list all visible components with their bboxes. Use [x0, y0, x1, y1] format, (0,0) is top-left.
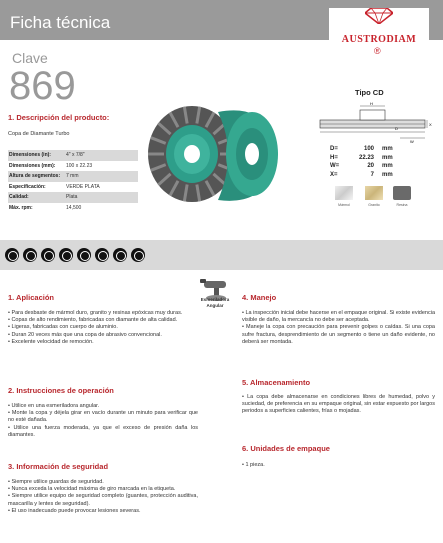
paragraph-line: • Utilice en una esmeriladora angular.	[8, 403, 100, 409]
spec-value: 7 mm	[66, 173, 79, 180]
dimension-value: 22.23	[358, 154, 374, 161]
description-title: 1. Descripción del producto:	[8, 113, 110, 122]
spec-table	[8, 150, 138, 213]
no-wet-icon	[77, 248, 91, 262]
dimension-row	[330, 154, 415, 163]
spec-key: Especificación:	[9, 183, 46, 190]
paragraph-line: • Utilice una fuerza moderada, ya que el exceso de presión daña los diamantes.	[8, 424, 198, 438]
paragraph-line: • Siempre utilice guardas de seguridad.	[8, 479, 104, 485]
paragraph-line: • 1 pieza.	[242, 462, 265, 468]
granite-swatch-icon	[365, 186, 383, 200]
diamond-logo-icon	[365, 8, 393, 24]
spec-key: Dimensiones (mm):	[9, 162, 56, 169]
material-label: Mármol	[338, 203, 350, 207]
spec-value: VERDE PLATA	[66, 183, 100, 190]
spec-value: 14,500	[66, 204, 82, 211]
paragraph-line: • Monte la copa y déjela girar en vacío durante un minuto para verificar que no esté dañada.	[8, 410, 198, 424]
dimension-unit: mm	[382, 146, 393, 153]
paragraph-line: • Para desbaste de mármol duro, granito y resinas epóxicas muy duras.	[8, 310, 183, 316]
gloves-icon	[59, 248, 73, 262]
spec-row	[8, 161, 138, 172]
spec-row	[8, 182, 138, 193]
paragraph-line: • La inspección inicial debe hacerse en el empaque original. Si existe evidencia visible de daño, la mercancía no debe ser aceptada.	[242, 310, 436, 324]
grinder-label-line1: Esmeriladora	[200, 297, 230, 302]
diagram-label-h: H	[370, 101, 373, 106]
paragraph-line: • Copas de alto rendimiento, fabricadas con diamante de alta calidad.	[8, 317, 178, 324]
section-title-almacenamiento: 5. Almacenamiento	[242, 378, 311, 387]
spec-key: Altura de segmentos:	[9, 173, 61, 180]
mask-icon	[41, 248, 55, 262]
spec-value: 4" x 7/8"	[66, 152, 85, 159]
paragraph-line: • Nunca exceda la velocidad máxima de giro marcada en la etiqueta.	[8, 486, 176, 493]
brand-logo	[329, 8, 429, 58]
dimension-row	[330, 145, 415, 154]
spec-value: Plata	[66, 194, 78, 201]
paragraph-line: • Maneje la copa con precaución para prevenir golpes o caídas. Si una copa sufre fractura, desprendimiento de un segmento o tiene un daño evidente, no deberá ser montada.	[242, 324, 435, 345]
spec-row	[8, 171, 138, 182]
materials-list	[333, 186, 433, 218]
section-body-aplicacion	[8, 310, 198, 346]
dimension-key: X=	[330, 171, 338, 178]
section-title-manejo: 4. Manejo	[242, 293, 277, 302]
safety-icons	[5, 248, 145, 262]
clave-label: Clave	[12, 50, 48, 66]
read-manual-icon	[131, 248, 145, 262]
grinder-label	[190, 297, 240, 308]
section-body-empaque	[242, 462, 435, 469]
section-body-manejo	[242, 310, 435, 346]
spec-value: 100 x 22.23	[66, 162, 93, 169]
dimension-row	[330, 162, 415, 171]
dimension-value: 7	[370, 171, 374, 178]
marble-swatch-icon	[335, 186, 353, 200]
diagram-label-x: X	[429, 122, 432, 127]
section-title-instrucciones: 2. Instrucciones de operación	[8, 386, 114, 395]
diamond-cup-wheel-image	[140, 92, 285, 217]
dimension-key: W=	[330, 163, 340, 170]
registered-mark: ®	[374, 46, 381, 56]
tipo-title: Tipo CD	[355, 88, 384, 97]
paragraph-line: • Excelente velocidad de remoción.	[8, 338, 94, 345]
ear-protection-icon	[23, 248, 37, 262]
spec-row	[8, 150, 138, 161]
paragraph-line: • Duran 20 veces más que una copa de abrasivo convencional.	[8, 331, 162, 338]
paragraph-line: • La copa debe almacenarse en condiciones libres de humedad, polvo y suciedad, de preferencia en su empaque original, sin estar expuesto por largos periodos a superficies calientes, frías o mojadas.	[242, 394, 435, 415]
spec-key: Máx. rpm:	[9, 204, 33, 211]
dimension-value: 100	[363, 146, 374, 153]
page-title: Ficha técnica	[10, 13, 111, 32]
resin-swatch-icon	[393, 186, 411, 200]
dimension-key: D=	[330, 146, 338, 153]
section-body-seguridad	[8, 479, 198, 515]
paragraph-line: • El uso inadecuado puede provocar lesiones severas.	[8, 507, 141, 514]
section-title-seguridad: 3. Información de seguridad	[8, 462, 109, 471]
dimension-unit: mm	[382, 154, 393, 161]
dimension-value: 20	[367, 163, 374, 170]
spec-row	[8, 192, 138, 203]
material-label: Granito	[368, 203, 380, 207]
diagram-label-d: D	[395, 126, 398, 131]
section-title-empaque: 6. Unidades de empaque	[242, 444, 330, 453]
spec-row	[8, 203, 138, 214]
grinder-label-line2: Angular	[206, 302, 224, 308]
material-label: Resina	[396, 203, 408, 207]
spec-key: Dimensiones (in):	[9, 152, 51, 159]
dimension-unit: mm	[382, 171, 393, 178]
no-hand-hold-icon	[113, 248, 127, 262]
brand-name: AUSTRODIAM	[341, 34, 417, 45]
dimension-key: H=	[330, 154, 338, 161]
description-text: Copa de Diamante Turbo	[8, 131, 70, 137]
paragraph-line: • Ligeras, fabricadas con cuerpo de aluminio.	[8, 324, 118, 331]
clave-value: 869	[9, 64, 76, 108]
no-side-grinding-icon	[95, 248, 109, 262]
diagram-label-w: W	[410, 139, 414, 144]
section-body-instrucciones	[8, 403, 198, 439]
spec-key: Calidad:	[9, 194, 29, 201]
cup-profile-diagram	[315, 100, 435, 145]
section-body-almacenamiento	[242, 394, 435, 416]
dimension-unit: mm	[382, 163, 393, 170]
dimensions-table	[330, 145, 415, 179]
section-title-aplicacion: 1. Aplicación	[8, 293, 54, 302]
goggles-icon	[5, 248, 19, 262]
paragraph-line: • Siempre utilice equipo de seguridad completo (guantes, protección auditiva, mascarilla y lentes de seguridad).	[8, 493, 198, 507]
dimension-row	[330, 171, 415, 180]
